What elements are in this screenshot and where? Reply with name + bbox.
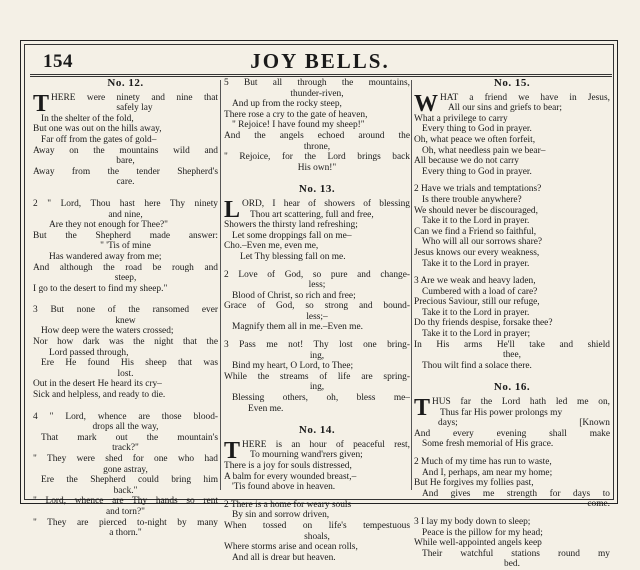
verse-line: Let some droppings fall on me– xyxy=(232,230,352,241)
verse-line-split xyxy=(414,418,610,429)
verse-line: And gives me strength for days to xyxy=(422,488,610,499)
verse-line: But He forgives my follies past, xyxy=(414,478,534,489)
verse-line: Out in the desert He heard its cry– xyxy=(33,379,162,390)
hymn-16 xyxy=(414,397,610,570)
verse-line: back." xyxy=(113,485,138,496)
verse-line: Take it to the Lord in prayer; xyxy=(422,329,531,340)
verse-line: What a privilege to carry xyxy=(414,113,508,124)
verse-line: A balm for every wounded breast,– xyxy=(224,471,357,482)
verse-line: HUS far the Lord hath led me on, xyxy=(432,397,610,408)
verse-line: ing, xyxy=(309,350,325,361)
verse-line: bed. xyxy=(504,559,520,570)
verse-line: That mark out the mountain's xyxy=(41,432,218,443)
verse-line: Even me. xyxy=(248,403,284,414)
verse-line: Their watchful stations round my xyxy=(422,548,610,559)
verse-line: But one was out on the hills away, xyxy=(33,124,162,135)
verse-line: Bind my heart, O Lord, to Thee; xyxy=(232,361,354,372)
verse-line: track?" xyxy=(112,443,139,454)
verse-line: Thou wilt find a solace there. xyxy=(422,360,532,371)
verse-line: [Known xyxy=(579,418,610,429)
column-divider xyxy=(411,80,412,490)
verse-line: HERE is an hour of peaceful rest, xyxy=(242,439,410,450)
verse-line: 2 Have we trials and temptations? xyxy=(414,184,542,195)
verse-line: 3 But none of the ransomed ever xyxy=(33,305,218,316)
verse-line: " Rejoice, for the Lord brings back xyxy=(224,152,410,163)
verse-line: Ere the Shepherd could bring him xyxy=(41,475,218,486)
verse-line: Peace is the pillow for my head; xyxy=(422,527,543,538)
verse-line: care. xyxy=(116,177,135,188)
hymn-number: No. 16. xyxy=(493,381,531,394)
verse-line: Can we find a Friend so faithful, xyxy=(414,226,537,237)
verse-line: safely lay xyxy=(116,103,153,114)
verse-line: Take it to the Lord in prayer. xyxy=(422,258,530,269)
verse-line: throne, xyxy=(303,141,331,152)
verse-line: All because we do not carry xyxy=(414,156,519,167)
verse-line: Every thing to God in prayer. xyxy=(422,124,532,135)
drop-cap: T xyxy=(414,395,431,422)
verse-line: " Rejoice! I have found my sheep!" xyxy=(232,120,365,131)
hymn-number: No. 14. xyxy=(298,424,336,437)
page-title: JOY BELLS. xyxy=(250,49,390,73)
verse-line: bare, xyxy=(116,156,135,167)
verse-line: 2 There is a home for weary souls xyxy=(224,499,352,510)
verse-line: Some fresh memorial of His grace. xyxy=(422,439,554,450)
hymn-14 xyxy=(224,437,410,564)
verse-line: Let Thy blessing fall on me. xyxy=(240,251,346,262)
verse-line: ORD, I hear of showers of blessing xyxy=(242,198,410,209)
verse-line: Away on the mountains wild and xyxy=(33,145,218,156)
header-rule xyxy=(30,74,612,75)
verse-line: While the streams of life are spring- xyxy=(224,371,410,382)
verse-line: thee, xyxy=(503,350,521,361)
column-divider xyxy=(220,80,221,490)
verse-line: We should never be discouraged, xyxy=(414,205,538,216)
verse-line: knew xyxy=(115,315,136,326)
verse-line: His own!" xyxy=(297,162,337,173)
verse-line: There rose a cry to the gate of heaven, xyxy=(224,109,368,120)
verse-line: " They were shed for one who had xyxy=(33,454,218,464)
verse-line: And every evening shall make xyxy=(414,428,610,439)
column-left xyxy=(33,78,218,539)
verse-line: There is a joy for souls distressed, xyxy=(224,461,352,471)
verse-line: To mourning wand'rers given; xyxy=(250,450,363,461)
verse-line: " 'Tis of mine xyxy=(100,241,151,252)
hymn-12-continued xyxy=(224,78,410,173)
verse-line: Away from the tender Shepherd's xyxy=(33,166,218,177)
verse-line: Are they not enough for Thee?" xyxy=(49,220,168,231)
verse-line: shoals, xyxy=(304,531,330,542)
verse-line: 3 Pass me not! Thy lost one bring- xyxy=(224,340,410,351)
hymn-number: No. 13. xyxy=(298,183,336,196)
verse-line: a thorn." xyxy=(109,528,142,539)
verse-line: How deep were the waters crossed; xyxy=(41,326,174,337)
hymn-number: No. 12. xyxy=(107,77,144,89)
verse-line: less;– xyxy=(306,311,328,322)
verse-line: In His arms He'll take and shield xyxy=(414,339,610,350)
verse-line: But the Shepherd made answer: xyxy=(33,230,218,241)
verse-line: Who will all our sorrows share? xyxy=(422,237,543,248)
verse-line: " They are pierced to-night by many xyxy=(33,517,218,528)
verse-line: come. xyxy=(587,499,610,510)
verse-line: And I, perhaps, am near my home; xyxy=(422,467,553,478)
hymn-12 xyxy=(33,90,218,539)
verse-line: While well-appointed angels keep xyxy=(414,538,542,549)
verse-line: Do thy friends despise, forsake thee? xyxy=(414,318,553,329)
verse-line: Oh, what needless pain we bear– xyxy=(422,145,546,156)
verse-line: Grace of God, so strong and bound- xyxy=(224,301,410,312)
verse-line: HERE were ninety and nine that xyxy=(51,92,218,103)
verse-line: Showers the thirsty land refreshing; xyxy=(224,220,358,231)
verse-line: 2 Much of my time has run to waste, xyxy=(414,457,552,467)
hymn-15 xyxy=(414,90,610,372)
verse-line: Precious Saviour, still our refuge, xyxy=(414,297,540,308)
verse-line: And all is drear but heaven. xyxy=(232,552,336,563)
verse-line: Jesus knows our every weakness, xyxy=(414,247,540,258)
drop-cap: L xyxy=(224,196,241,223)
page-number: 154 xyxy=(43,51,73,72)
verse-line: Take it to the Lord in prayer. xyxy=(422,307,530,318)
verse-line: lost. xyxy=(117,368,134,379)
verse-line: And the angels echoed around the xyxy=(224,130,410,141)
column-middle xyxy=(224,78,410,563)
verse-line: Cumbered with a load of care? xyxy=(422,286,538,297)
verse-line: Is there trouble anywhere? xyxy=(422,194,522,205)
verse-line: Thus far His power prolongs my xyxy=(440,407,563,418)
verse-line: Ere He found His sheep that was xyxy=(41,358,218,369)
verse-line: Magnify them all in me.–Even me. xyxy=(232,322,363,333)
verse-line: HAT a friend we have in Jesus, xyxy=(440,92,610,103)
verse-line: 3 Are we weak and heavy laden, xyxy=(414,276,536,287)
verse-line: 5 But all through the mountains, xyxy=(224,78,410,88)
drop-cap: T xyxy=(33,90,50,117)
verse-line: I go to the desert to find my sheep." xyxy=(33,283,168,294)
verse-line: 2 " Lord, Thou hast here Thy ninety xyxy=(33,198,218,209)
verse-line: When tossed on life's tempestuous xyxy=(224,520,410,531)
verse-line: Blessing others, oh, bless me– xyxy=(232,393,410,404)
verse-line: 'Tis found above in heaven. xyxy=(232,482,336,493)
verse-line: Every thing to God in prayer. xyxy=(422,166,532,177)
verse-line: ing, xyxy=(309,382,325,393)
verse-line: And up from the rocky steep, xyxy=(232,99,342,110)
verse-line: thunder-riven, xyxy=(290,88,344,99)
verse-line: Take it to the Lord in prayer. xyxy=(422,216,530,227)
drop-cap: W xyxy=(414,90,438,117)
hymn-13 xyxy=(224,196,410,414)
verse-line: " Lord, whence are Thy hands so rent xyxy=(33,496,218,507)
drop-cap: T xyxy=(224,437,241,464)
verse-line: Where storms arise and ocean rolls, xyxy=(224,542,358,553)
verse-line: Far off from the gates of gold– xyxy=(41,134,157,145)
verse-line: 3 I lay my body down to sleep; xyxy=(414,516,531,527)
verse-line: drops all the way, xyxy=(92,422,159,433)
verse-line: steep, xyxy=(114,273,137,284)
verse-line: and torn?" xyxy=(106,506,145,517)
verse-line: Oh, what peace we often forfeit, xyxy=(414,134,536,145)
verse-line: Thou art scattering, full and free, xyxy=(250,209,374,220)
verse-line: Cho.–Even me, even me, xyxy=(224,241,319,252)
hymn-number: No. 15. xyxy=(493,77,531,89)
verse-line: And although the road be rough and xyxy=(33,262,218,273)
column-right xyxy=(414,78,610,570)
verse-line: All our sins and griefs to bear; xyxy=(448,103,563,114)
verse-line: Blood of Christ, so rich and free; xyxy=(232,290,356,301)
verse-line: and nine, xyxy=(108,209,143,220)
verse-line: By sin and sorrow driven, xyxy=(232,510,330,521)
verse-line: days; xyxy=(438,418,458,429)
verse-line: In the shelter of the fold, xyxy=(41,113,134,124)
verse-line: Nor how dark was the night that the xyxy=(33,337,218,348)
verse-line: 4 " Lord, whence are those blood- xyxy=(33,411,218,422)
verse-line: less; xyxy=(308,280,326,291)
verse-line: Lord passed through, xyxy=(49,347,129,358)
verse-line: gone astray, xyxy=(103,464,148,475)
verse-line: Sick and helpless, and ready to die. xyxy=(33,390,166,401)
verse-line: 2 Love of God, so pure and change- xyxy=(224,269,410,280)
verse-line: Has wandered away from me; xyxy=(49,251,162,262)
